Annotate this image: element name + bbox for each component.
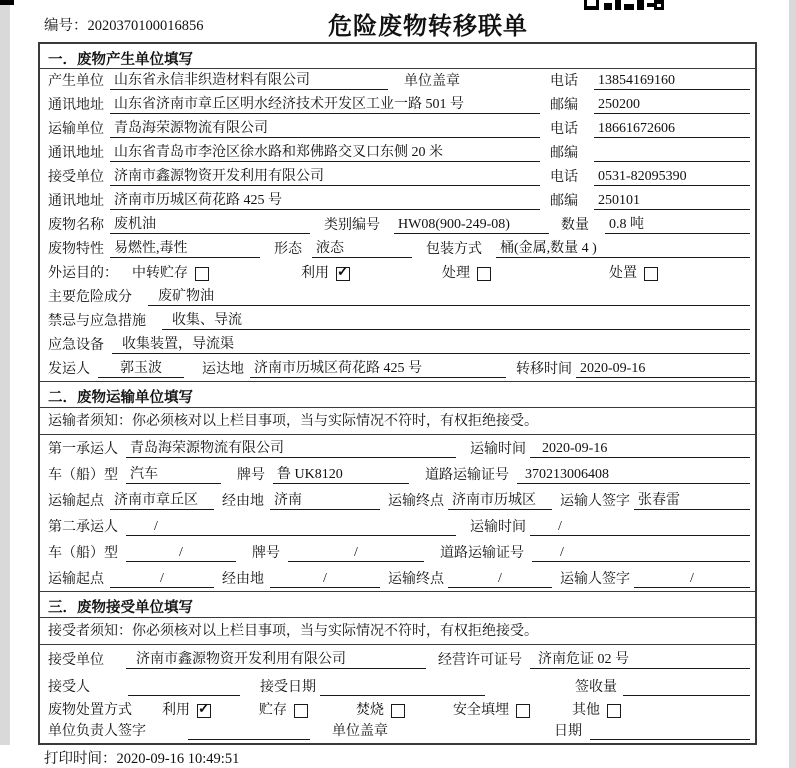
- dispatcher-label: 发运人: [48, 362, 90, 377]
- responsible-sign-label: 单位负责人签字: [48, 724, 146, 739]
- receiver-label: 接受单位: [48, 170, 104, 185]
- unit-seal-label: 单位盖章: [332, 724, 388, 739]
- corner-mark: [0, 0, 14, 5]
- responsible-sign-row: [40, 722, 755, 743]
- signed-quantity-label: 签收量: [575, 680, 617, 695]
- transporter-value: 青岛海荣源物流有限公司: [110, 117, 540, 138]
- incinerate-checkbox: [391, 704, 405, 718]
- section-2-header: 二．废物运输单位填写: [40, 381, 755, 408]
- carrier-sign-label: 运输人签字: [560, 494, 630, 509]
- disposal-option-landfill: [453, 699, 530, 719]
- other-checkbox: [607, 704, 621, 718]
- section-1-header: 一．废物产生单位填写: [40, 44, 755, 69]
- section-3-header: 三．废物接受单位填写: [40, 591, 755, 618]
- producer-row: [40, 69, 755, 93]
- receiver-value: 济南市鑫源物资开发利用有限公司: [110, 165, 540, 186]
- route-via-value: 济南: [270, 489, 380, 510]
- producer-address-row: [40, 93, 755, 117]
- taboo-measures-label: 禁忌与应急措施: [48, 314, 146, 329]
- accepting-unit-value: 济南市鑫源物资开发利用有限公司: [126, 648, 426, 669]
- route-origin-label: 运输起点: [48, 494, 104, 509]
- address-value: 山东省济南市章丘区明水经济技术开发区工业一路 501 号: [110, 93, 540, 114]
- zip-label: 邮编: [550, 194, 578, 209]
- zip-value: 250200: [594, 97, 750, 114]
- second-carrier-value: /: [126, 519, 456, 536]
- carrier-sign-label: 运输人签字: [560, 572, 630, 587]
- acceptor-label: 接受人: [48, 680, 90, 695]
- vehicle-type-label: 车（船）型: [48, 546, 118, 561]
- vehicle-type-value: 汽车: [126, 463, 221, 484]
- first-carrier-value: 青岛海荣源物流有限公司: [126, 437, 456, 458]
- first-carrier-label: 第一承运人: [48, 442, 118, 457]
- route-origin-value: /: [110, 571, 214, 588]
- option-label: 安全填埋: [453, 703, 509, 718]
- route-end-value: 济南市历城区: [448, 489, 552, 510]
- outbound-purpose-row: [40, 261, 755, 285]
- transporter-row: [40, 117, 755, 141]
- emergency-equipment-value: 收集装置，导流渠: [112, 333, 750, 354]
- dispatcher-row: [40, 357, 755, 381]
- license-label: 经营许可证号: [438, 653, 522, 668]
- waste-character-value: 易燃性,毒性: [110, 237, 260, 258]
- vehicle-type-label: 车（船）型: [48, 468, 118, 483]
- use-checkbox: [336, 267, 350, 281]
- road-permit-value: /: [532, 545, 750, 562]
- route-end-label: 运输终点: [388, 494, 444, 509]
- hazard-component-label: 主要危险成分: [48, 290, 132, 305]
- route-row-2: [40, 565, 755, 591]
- license-value: 济南危证 02 号: [530, 648, 750, 669]
- dispose-checkbox: [644, 267, 658, 281]
- hazard-component-row: [40, 285, 755, 309]
- receiver-row: [40, 165, 755, 189]
- carrier-sign-value: /: [634, 571, 750, 588]
- option-label: 利用: [162, 703, 190, 718]
- option-label: 中转贮存: [132, 266, 188, 281]
- transport-date-value: 2020-09-16: [530, 441, 750, 458]
- category-code-label: 类别编号: [324, 218, 380, 233]
- packaging-label: 包装方式: [426, 242, 482, 257]
- print-time: [44, 747, 239, 768]
- disposal-option-other: [572, 699, 621, 719]
- responsible-sign-value: [188, 739, 310, 740]
- phone-label: 电话: [550, 170, 578, 185]
- taboo-measures-value: 收集、导流: [162, 309, 750, 330]
- option-label: 处理: [442, 266, 470, 281]
- accepting-unit-label: 接受单位: [48, 653, 104, 668]
- transport-date-label: 运输时间: [470, 520, 526, 535]
- serial-label: 编号：: [44, 18, 88, 34]
- zip-label: 邮编: [550, 98, 578, 113]
- dispatcher-value: 郭玉波: [98, 357, 184, 378]
- road-permit-value: 370213006408: [517, 467, 750, 484]
- first-carrier-row: [40, 435, 755, 461]
- purpose-option-use: [301, 262, 350, 282]
- zip-value: [594, 161, 750, 162]
- plate-value: 鲁 UK8120: [273, 463, 409, 484]
- route-via-label: 经由地: [222, 494, 264, 509]
- taboo-measures-row: [40, 309, 755, 333]
- accept-date-value: [320, 695, 485, 696]
- treat-checkbox: [477, 267, 491, 281]
- zip-value: 250101: [594, 193, 750, 210]
- packaging-value: 桶(金属,数量 4 ): [496, 237, 750, 258]
- address-label: 通讯地址: [48, 194, 104, 209]
- carrier-notice-row: [40, 408, 755, 435]
- emergency-equipment-label: 应急设备: [48, 338, 104, 353]
- phone-label: 电话: [550, 122, 578, 137]
- store-checkbox: [294, 704, 308, 718]
- vehicle-row-2: [40, 539, 755, 565]
- manifest-form: [38, 42, 757, 745]
- purpose-option-treat: [442, 262, 491, 282]
- page-left-edge: [0, 4, 10, 745]
- transporter-address-row: [40, 141, 755, 165]
- option-label: 贮存: [259, 703, 287, 718]
- page-title: 危险废物转移联单: [328, 14, 528, 40]
- unit-seal-label: 单位盖章: [404, 74, 460, 89]
- form-state-value: 液态: [312, 237, 412, 258]
- disposal-option-incinerate: [356, 699, 405, 719]
- transport-date-value: /: [530, 519, 750, 536]
- road-permit-label: 道路运输证号: [440, 546, 524, 561]
- route-end-value: /: [448, 571, 552, 588]
- use-checkbox: [197, 704, 211, 718]
- route-origin-label: 运输起点: [48, 572, 104, 587]
- page-right-edge: [789, 0, 796, 768]
- address-value: 济南市历城区荷花路 425 号: [110, 189, 540, 210]
- route-row: [40, 487, 755, 513]
- vehicle-row: [40, 461, 755, 487]
- route-via-value: /: [270, 571, 380, 588]
- waste-character-label: 废物特性: [48, 242, 104, 257]
- transfer-date-label: 转移时间: [516, 362, 572, 377]
- quantity-label: 数量: [561, 218, 589, 233]
- carrier-notice-text: 运输者须知：你必须核对以上栏目事项，当与实际情况不符时，有权拒绝接受。: [48, 413, 538, 429]
- hazard-component-value: 废矿物油: [148, 285, 750, 306]
- print-time-label: 打印时间：: [44, 751, 117, 767]
- disposal-option-use: [162, 699, 211, 719]
- producer-value: 山东省永信非织造材料有限公司: [110, 69, 388, 90]
- waste-name-label: 废物名称: [48, 218, 104, 233]
- vehicle-type-value: /: [126, 545, 236, 562]
- phone-value: 0531-82095390: [594, 169, 750, 186]
- option-label: 处置: [609, 266, 637, 281]
- date-label: 日期: [554, 724, 582, 739]
- transporter-label: 运输单位: [48, 122, 104, 137]
- outbound-purpose-label: 外运目的：: [48, 266, 118, 281]
- option-label: 焚烧: [356, 703, 384, 718]
- route-via-label: 经由地: [222, 572, 264, 587]
- disposal-method-row: [40, 699, 755, 722]
- receiver-notice-text: 接受者须知：你必须核对以上栏目事项，当与实际情况不符时，有权拒绝接受。: [48, 623, 538, 639]
- address-label: 通讯地址: [48, 98, 104, 113]
- phone-value: 18661672606: [594, 121, 750, 138]
- landfill-checkbox: [516, 704, 530, 718]
- phone-value: 13854169160: [594, 73, 750, 90]
- waste-character-row: [40, 237, 755, 261]
- qr-code-fragment: [584, 0, 668, 16]
- receiver-notice-row: [40, 618, 755, 645]
- purpose-option-dispose: [609, 262, 658, 282]
- accepting-unit-row: [40, 645, 755, 672]
- producer-label: 产生单位: [48, 74, 104, 89]
- acceptor-value: [128, 695, 240, 696]
- plate-label: 牌号: [252, 546, 280, 561]
- serial-value: 2020370100016856: [87, 18, 204, 34]
- print-time-value: 2020-09-16 10:49:51: [116, 751, 240, 767]
- category-code-value: HW08(900-249-08): [394, 217, 549, 234]
- transfer-date-value: 2020-09-16: [576, 361, 750, 378]
- plate-value: /: [288, 545, 424, 562]
- purpose-option-transfer: [132, 262, 209, 282]
- second-carrier-row: [40, 513, 755, 539]
- waste-name-value: 废机油: [110, 213, 310, 234]
- date-value: [590, 739, 750, 740]
- phone-label: 电话: [550, 74, 578, 89]
- route-end-label: 运输终点: [388, 572, 444, 587]
- acceptor-row: [40, 672, 755, 699]
- emergency-equipment-row: [40, 333, 755, 357]
- destination-value: 济南市历城区荷花路 425 号: [250, 357, 506, 378]
- route-origin-value: 济南市章丘区: [110, 489, 214, 510]
- address-value: 山东省青岛市李沧区徐水路和郑佛路交叉口东侧 20 米: [110, 141, 540, 162]
- road-permit-label: 道路运输证号: [425, 468, 509, 483]
- second-carrier-label: 第二承运人: [48, 520, 118, 535]
- transport-date-label: 运输时间: [470, 442, 526, 457]
- plate-label: 牌号: [237, 468, 265, 483]
- quantity-value: 0.8 吨: [605, 213, 750, 234]
- disposal-option-store: [259, 699, 308, 719]
- disposal-method-label: 废物处置方式: [48, 703, 132, 718]
- signed-quantity-value: [623, 695, 750, 696]
- waste-name-row: [40, 213, 755, 237]
- transfer-checkbox: [195, 267, 209, 281]
- option-label: 利用: [301, 266, 329, 281]
- zip-label: 邮编: [550, 146, 578, 161]
- serial-number: [44, 14, 204, 35]
- carrier-sign-value: 张春雷: [634, 489, 750, 510]
- destination-label: 运达地: [202, 362, 244, 377]
- option-label: 其他: [572, 703, 600, 718]
- address-label: 通讯地址: [48, 146, 104, 161]
- form-state-label: 形态: [274, 242, 302, 257]
- receiver-address-row: [40, 189, 755, 213]
- accept-date-label: 接受日期: [260, 680, 316, 695]
